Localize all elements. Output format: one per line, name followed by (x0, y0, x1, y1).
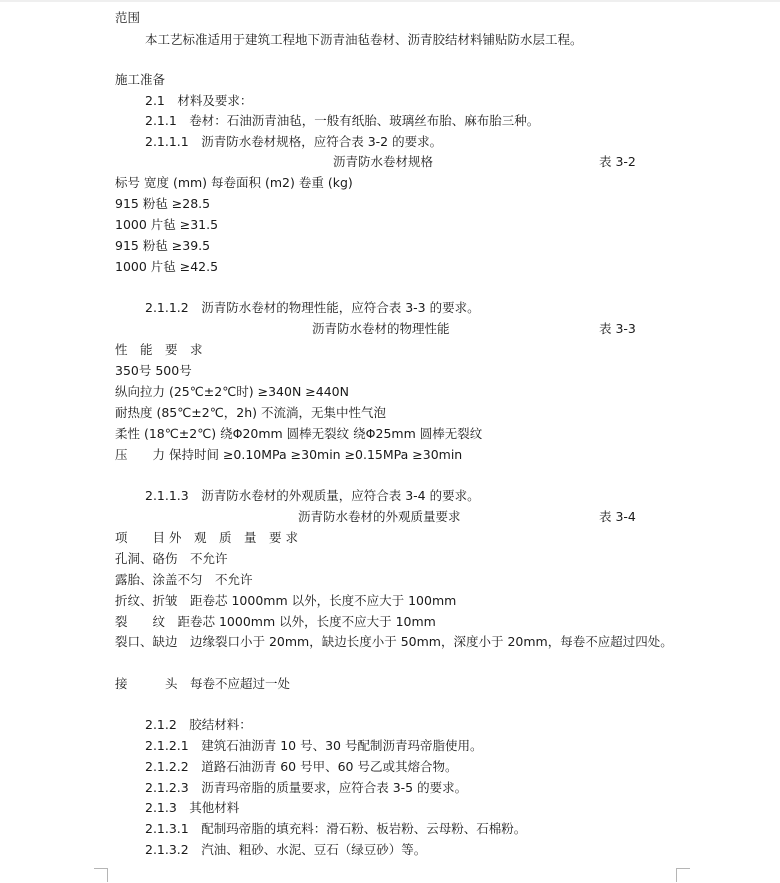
table-3-4-row: 接 头 每卷不应超过一处 (115, 676, 291, 691)
table-3-4-row: 孔洞、硌伤 不允许 (115, 551, 228, 566)
table-3-3-row: 纵向拉力 (25℃±2℃时) ≥340N ≥440N (115, 384, 349, 399)
subheading-2-1: 2.1 材料及要求： (145, 93, 253, 108)
table-3-3-subheader: 350号 500号 (115, 363, 192, 378)
table-3-4-row: 折纹、折皱 距卷芯 1000mm 以外，长度不应大于 100mm (115, 593, 457, 608)
paragraph-2-1-2-3: 2.1.2.3 沥青玛帝脂的质量要求，应符合表 3-5 的要求。 (145, 780, 468, 795)
table-3-2-row: 1000 片毡 ≥42.5 (115, 259, 219, 274)
scope-paragraph: 本工艺标准适用于建筑工程地下沥青油毡卷材、沥青胶结材料铺贴防水层工程。 (145, 32, 583, 47)
table-3-3-row: 柔性 (18℃±2℃) 绕Φ20mm 圆棒无裂纹 绕Φ25mm 圆棒无裂纹 (115, 426, 483, 441)
subheading-2-1-2: 2.1.2 胶结材料： (145, 717, 252, 732)
table-3-3-caption: 沥青防水卷材的物理性能 (312, 321, 450, 336)
paragraph-2-1-3-2: 2.1.3.2 汽油、粗砂、水泥、豆石（绿豆砂）等。 (145, 842, 427, 857)
table-3-3-header: 性 能 要 求 (115, 342, 203, 357)
table-3-2-header: 标号 宽度 (mm) 每卷面积 (m2) 卷重 (kg) (115, 175, 353, 190)
table-3-2-row: 915 粉毡 ≥39.5 (115, 238, 211, 253)
paragraph-2-1-1: 2.1.1 卷材：石油沥青油毡，一般有纸胎、玻璃丝布胎、麻布胎三种。 (145, 113, 540, 128)
table-3-4-header: 项 目 外 观 质 量 要 求 (115, 530, 298, 545)
table-3-3-row: 耐热度 (85℃±2℃，2h) 不流淌，无集中性气泡 (115, 405, 386, 420)
table-3-3-number: 表 3-3 (599, 321, 636, 336)
paragraph-2-1-3-1: 2.1.3.1 配制玛帝脂的填充料：滑石粉、板岩粉、云母粉、石棉粉。 (145, 821, 527, 836)
crop-mark-bottom-left (94, 868, 108, 882)
table-3-2-caption: 沥青防水卷材规格 (333, 154, 434, 169)
table-3-2-row: 915 粉毡 ≥28.5 (115, 196, 211, 211)
paragraph-2-1-1-3: 2.1.1.3 沥青防水卷材的外观质量，应符合表 3-4 的要求。 (145, 488, 480, 503)
paragraph-2-1-1-1: 2.1.1.1 沥青防水卷材规格，应符合表 3-2 的要求。 (145, 134, 443, 149)
table-3-4-caption: 沥青防水卷材的外观质量要求 (298, 509, 461, 524)
crop-mark-bottom-right (676, 868, 690, 882)
table-3-3-row: 压 力 保持时间 ≥0.10MPa ≥30min ≥0.15MPa ≥30min (115, 447, 463, 462)
page-top-edge (0, 0, 780, 2)
table-3-4-number: 表 3-4 (599, 509, 636, 524)
section-heading-scope: 范围 (115, 10, 141, 25)
section-heading-preparation: 施工准备 (115, 72, 166, 87)
table-3-2-row: 1000 片毡 ≥31.5 (115, 217, 219, 232)
subheading-2-1-3: 2.1.3 其他材料 (145, 800, 240, 815)
table-3-4-row: 露胎、涂盖不匀 不允许 (115, 572, 253, 587)
table-3-4-row: 裂 纹 距卷芯 1000mm 以外，长度不应大于 10mm (115, 614, 436, 629)
paragraph-2-1-1-2: 2.1.1.2 沥青防水卷材的物理性能，应符合表 3-3 的要求。 (145, 300, 480, 315)
table-3-2-number: 表 3-2 (599, 154, 636, 169)
paragraph-2-1-2-2: 2.1.2.2 道路石油沥青 60 号甲、60 号乙或其熔合物。 (145, 759, 458, 774)
paragraph-2-1-2-1: 2.1.2.1 建筑石油沥青 10 号、30 号配制沥青玛帝脂使用。 (145, 738, 483, 753)
table-3-4-row: 裂口、缺边 边缘裂口小于 20mm，缺边长度小于 50mm，深度小于 20mm，每卷不应超过四处。 (115, 634, 673, 649)
